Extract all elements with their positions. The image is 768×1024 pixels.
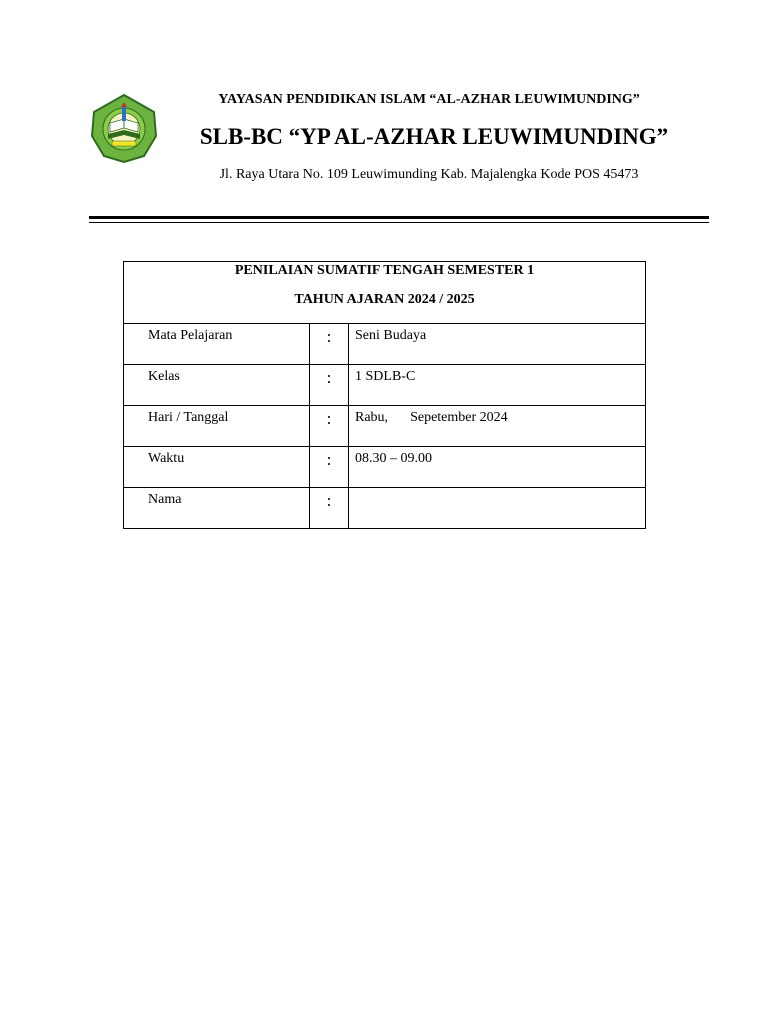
class-value: 1 SDLB-C xyxy=(349,365,646,406)
school-address: Jl. Raya Utara No. 109 Leuwimunding Kab. Majalengka Kode POS 45473 xyxy=(219,167,639,182)
table-row xyxy=(124,488,646,529)
colon-separator: : xyxy=(310,324,349,365)
colon-separator: : xyxy=(310,488,349,529)
date-day: Rabu, xyxy=(355,410,389,425)
colon-separator: : xyxy=(310,365,349,406)
table-row xyxy=(124,324,646,365)
time-value: 08.30 – 09.00 xyxy=(349,447,646,488)
organization-name: YAYASAN PENDIDIKAN ISLAM “AL-AZHAR LEUWIMUNDING” xyxy=(218,92,640,107)
date-label: Hari / Tanggal xyxy=(124,406,310,447)
subject-value: Seni Budaya xyxy=(349,324,646,365)
exam-info-table xyxy=(123,261,646,529)
name-label: Nama xyxy=(124,488,310,529)
table-row xyxy=(124,447,646,488)
table-row xyxy=(124,365,646,406)
colon-separator: : xyxy=(310,406,349,447)
school-emblem-icon xyxy=(88,92,160,164)
name-value-field xyxy=(349,488,646,529)
date-value xyxy=(349,406,646,447)
exam-title: PENILAIAN SUMATIF TENGAH SEMESTER 1 xyxy=(234,263,535,278)
academic-year: TAHUN AJARAN 2024 / 2025 xyxy=(294,292,475,307)
date-month: Sepetember 2024 xyxy=(410,410,508,425)
exam-heading-row xyxy=(124,262,646,324)
school-name: SLB-BC “YP AL-AZHAR LEUWIMUNDING” xyxy=(199,124,669,149)
subject-label: Mata Pelajaran xyxy=(124,324,310,365)
exam-heading-cell xyxy=(124,262,646,324)
letterhead-divider-thick xyxy=(89,216,709,219)
colon-separator: : xyxy=(310,447,349,488)
table-row xyxy=(124,406,646,447)
class-label: Kelas xyxy=(124,365,310,406)
time-label: Waktu xyxy=(124,447,310,488)
letterhead-divider-thin xyxy=(89,222,709,223)
